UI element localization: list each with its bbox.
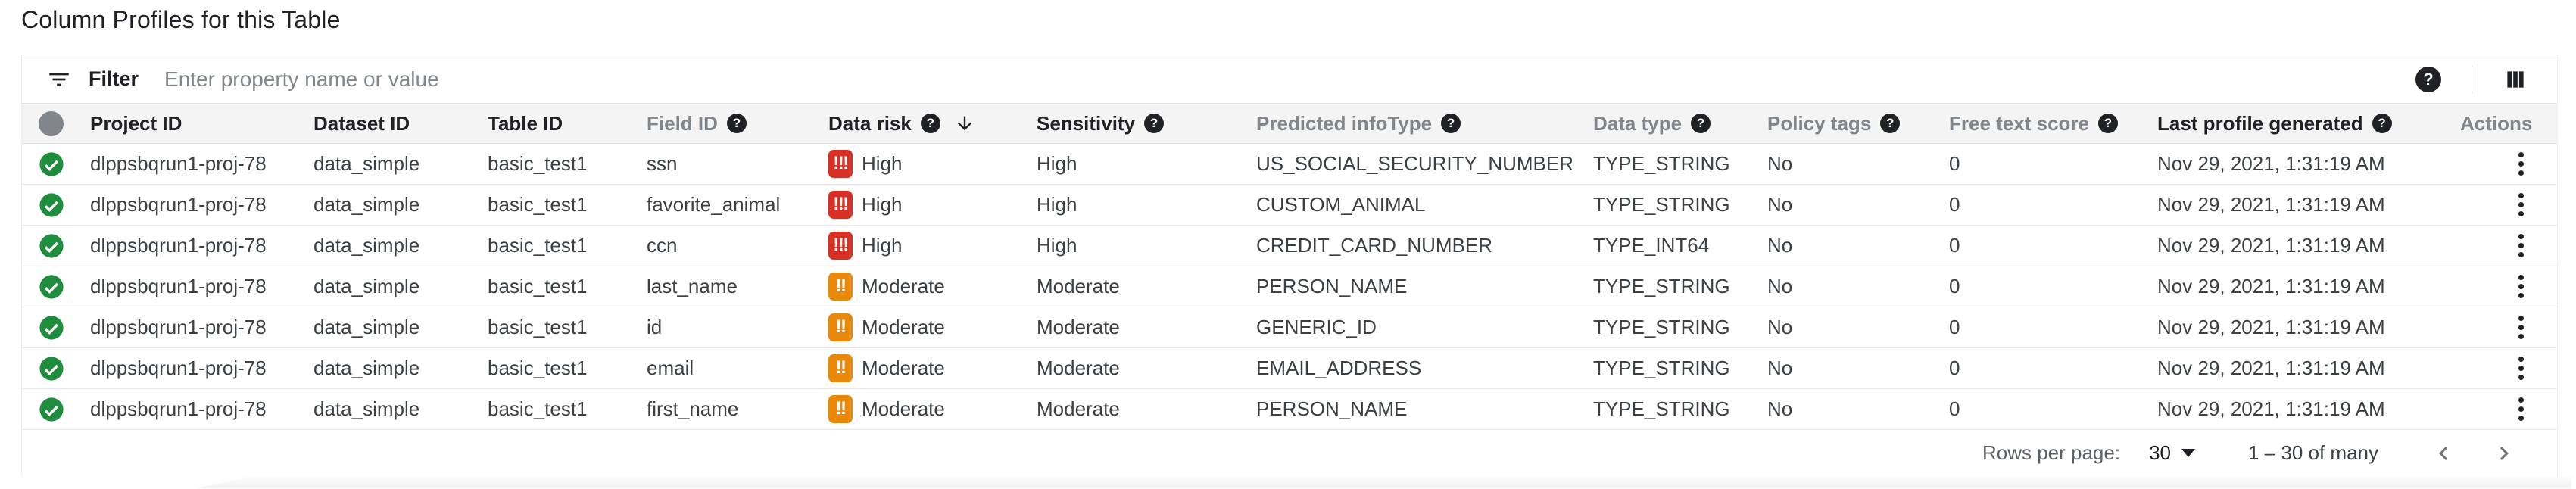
cell-actions	[2460, 354, 2557, 383]
check-circle-icon	[39, 151, 64, 177]
cell-free-text-score: 0	[1949, 275, 1960, 297]
cell-data-risk	[828, 395, 1037, 423]
cell-actions	[2460, 313, 2557, 342]
row-actions-menu-button[interactable]	[2515, 190, 2527, 220]
cell-policy-tags: No	[1767, 234, 1793, 257]
cell-field-id: ccn	[647, 234, 678, 257]
cell-project-id: dlppsbqrun1-proj-78	[90, 397, 267, 420]
cell-last-profile-generated: Nov 29, 2021, 1:31:19 AM	[2157, 193, 2385, 216]
column-header-label: Last profile generated	[2157, 111, 2363, 135]
cell-predicted-infotype: US_SOCIAL_SECURITY_NUMBER	[1256, 152, 1573, 175]
cell-actions	[2460, 231, 2557, 260]
cell-project-id: dlppsbqrun1-proj-78	[90, 316, 267, 338]
cell-field-id: favorite_animal	[647, 193, 781, 216]
column-header-label: Field ID	[647, 111, 718, 135]
risk-moderate-icon: !!	[828, 395, 853, 423]
risk-high-icon: !!!	[828, 191, 853, 219]
cell-sensitivity: Moderate	[1037, 316, 1120, 338]
cell-profile-status	[22, 397, 90, 422]
row-actions-menu-button[interactable]	[2515, 272, 2527, 301]
cell-table-id: basic_test1	[488, 397, 588, 420]
cell-predicted-infotype: PERSON_NAME	[1256, 275, 1408, 297]
rows-per-page-label: Rows per page:	[1982, 441, 2121, 464]
check-circle-icon	[39, 233, 64, 259]
column-header-label: Dataset ID	[313, 111, 410, 135]
chevron-right-icon	[2490, 440, 2518, 467]
risk-label: Moderate	[862, 316, 945, 338]
column-header-actions	[2460, 112, 2559, 135]
rows-per-page-select[interactable]	[2149, 441, 2195, 465]
cell-actions	[2460, 394, 2557, 424]
cell-predicted-infotype: PERSON_NAME	[1256, 397, 1408, 420]
cell-table-id: basic_test1	[488, 152, 588, 175]
cell-data-type: TYPE_STRING	[1593, 152, 1730, 175]
risk-label: Moderate	[862, 275, 945, 297]
row-actions-menu-button[interactable]	[2515, 313, 2527, 342]
cell-last-profile-generated: Nov 29, 2021, 1:31:19 AM	[2157, 234, 2385, 257]
cell-field-id: ssn	[647, 152, 678, 175]
pagination-bar	[22, 430, 2557, 476]
cell-sensitivity: High	[1037, 234, 1077, 257]
header-status-cell	[22, 111, 90, 136]
cell-last-profile-generated: Nov 29, 2021, 1:31:19 AM	[2157, 275, 2385, 297]
column-header-field-id	[647, 112, 828, 135]
risk-label: Moderate	[862, 397, 945, 420]
column-header-table-id[interactable]	[488, 112, 647, 135]
cell-field-id: first_name	[647, 397, 739, 420]
table-row[interactable]	[22, 389, 2557, 430]
cell-profile-status	[22, 274, 90, 300]
next-page-button[interactable]	[2487, 437, 2521, 470]
cell-actions	[2460, 190, 2557, 220]
cell-dataset-id: data_simple	[313, 357, 420, 379]
cell-profile-status	[22, 315, 90, 341]
column-header-label: Project ID	[90, 111, 182, 135]
cell-data-risk	[828, 313, 1037, 341]
help-icon[interactable]: ?	[1880, 114, 1900, 133]
column-header-project-id[interactable]	[90, 112, 313, 135]
cell-data-type: TYPE_STRING	[1593, 193, 1730, 216]
column-header-predicted-infotype	[1256, 112, 1593, 135]
column-header-policy-tags	[1767, 112, 1949, 135]
cell-free-text-score: 0	[1949, 316, 1960, 338]
cell-predicted-infotype: CREDIT_CARD_NUMBER	[1256, 234, 1493, 257]
check-circle-icon	[39, 315, 64, 341]
help-icon[interactable]: ?	[1691, 114, 1711, 133]
row-actions-menu-button[interactable]	[2515, 231, 2527, 260]
cell-actions	[2460, 272, 2557, 301]
cell-table-id: basic_test1	[488, 275, 588, 297]
row-actions-menu-button[interactable]	[2515, 354, 2527, 383]
row-actions-menu-button[interactable]	[2515, 394, 2527, 424]
cell-data-risk	[828, 354, 1037, 382]
cell-dataset-id: data_simple	[313, 193, 420, 216]
cell-sensitivity: Moderate	[1037, 397, 1120, 420]
filter-label: Filter	[89, 67, 139, 90]
cell-dataset-id: data_simple	[313, 316, 420, 338]
risk-moderate-icon: !!	[828, 313, 853, 341]
help-icon[interactable]: ?	[2098, 114, 2118, 133]
help-icon[interactable]: ?	[2415, 67, 2441, 92]
cell-data-risk	[828, 232, 1037, 260]
previous-page-button[interactable]	[2427, 437, 2460, 470]
cell-profile-status	[22, 233, 90, 259]
table-row[interactable]	[22, 185, 2557, 226]
risk-label: High	[862, 152, 903, 175]
check-circle-icon	[39, 397, 64, 422]
check-circle-icon	[39, 274, 64, 300]
cell-project-id: dlppsbqrun1-proj-78	[90, 152, 267, 175]
table-row[interactable]	[22, 348, 2557, 389]
sort-descending-icon[interactable]	[954, 113, 975, 134]
cell-last-profile-generated: Nov 29, 2021, 1:31:19 AM	[2157, 357, 2385, 379]
cell-data-type: TYPE_INT64	[1593, 234, 1710, 257]
cell-table-id: basic_test1	[488, 234, 588, 257]
rows-per-page-value: 30	[2149, 441, 2171, 464]
cell-profile-status	[22, 151, 90, 177]
cell-project-id: dlppsbqrun1-proj-78	[90, 234, 267, 257]
chevron-left-icon	[2430, 440, 2457, 467]
risk-high-icon: !!!	[828, 150, 853, 178]
table-row[interactable]	[22, 266, 2557, 307]
risk-moderate-icon: !!	[828, 354, 853, 382]
cell-actions	[2460, 149, 2557, 179]
cell-policy-tags: No	[1767, 357, 1793, 379]
column-header-label: Free text score	[1949, 111, 2089, 135]
cell-predicted-infotype: GENERIC_ID	[1256, 316, 1377, 338]
cell-predicted-infotype: CUSTOM_ANIMAL	[1256, 193, 1426, 216]
column-header-sensitivity[interactable]	[1037, 112, 1256, 135]
column-header-label: Sensitivity	[1037, 111, 1136, 135]
cell-profile-status	[22, 356, 90, 382]
row-actions-menu-button[interactable]	[2515, 149, 2527, 179]
cell-free-text-score: 0	[1949, 357, 1960, 379]
column-header-dataset-id[interactable]	[313, 112, 488, 135]
cell-sensitivity: Moderate	[1037, 275, 1120, 297]
risk-label: Moderate	[862, 357, 945, 379]
risk-high-icon: !!!	[828, 232, 853, 260]
cell-policy-tags: No	[1767, 193, 1793, 216]
filter-input[interactable]	[164, 67, 2415, 92]
table-row[interactable]	[22, 307, 2557, 348]
help-icon[interactable]: ?	[1441, 114, 1461, 133]
column-header-last-profile-generated[interactable]	[2157, 112, 2460, 135]
column-profiles-card	[21, 55, 2558, 477]
cell-predicted-infotype: EMAIL_ADDRESS	[1256, 357, 1422, 379]
dropdown-caret-icon	[2181, 449, 2195, 457]
column-header-label: Policy tags	[1767, 111, 1872, 135]
table-row[interactable]	[22, 226, 2557, 266]
cell-dataset-id: data_simple	[313, 234, 420, 257]
column-display-options-icon[interactable]	[2503, 67, 2528, 92]
cell-free-text-score: 0	[1949, 152, 1960, 175]
column-header-label: Actions	[2460, 111, 2533, 135]
cell-project-id: dlppsbqrun1-proj-78	[90, 193, 267, 216]
select-all-circle-icon	[39, 111, 64, 136]
cell-free-text-score: 0	[1949, 234, 1960, 257]
cell-table-id: basic_test1	[488, 357, 588, 379]
cell-data-risk	[828, 191, 1037, 219]
filter-toolbar	[22, 55, 2557, 103]
help-icon[interactable]: ?	[1144, 114, 1164, 133]
check-circle-icon	[39, 192, 64, 218]
cell-project-id: dlppsbqrun1-proj-78	[90, 357, 267, 379]
cell-policy-tags: No	[1767, 316, 1793, 338]
column-header-label: Data risk	[828, 111, 912, 135]
cell-data-type: TYPE_STRING	[1593, 397, 1730, 420]
column-header-label: Predicted infoType	[1256, 111, 1433, 135]
risk-label: High	[862, 234, 903, 257]
help-icon[interactable]: ?	[921, 114, 940, 133]
cell-sensitivity: Moderate	[1037, 357, 1120, 379]
cell-data-type: TYPE_STRING	[1593, 357, 1730, 379]
cell-free-text-score: 0	[1949, 193, 1960, 216]
cell-profile-status	[22, 192, 90, 218]
cell-last-profile-generated: Nov 29, 2021, 1:31:19 AM	[2157, 316, 2385, 338]
cell-policy-tags: No	[1767, 397, 1793, 420]
cell-policy-tags: No	[1767, 275, 1793, 297]
page-range-label: 1 – 30 of many	[2248, 441, 2378, 464]
risk-moderate-icon: !!	[828, 273, 853, 301]
cell-field-id: last_name	[647, 275, 738, 297]
cell-field-id: email	[647, 357, 694, 379]
cell-project-id: dlppsbqrun1-proj-78	[90, 275, 267, 297]
help-icon[interactable]: ?	[727, 114, 747, 133]
check-circle-icon	[39, 356, 64, 382]
filter-icon	[46, 67, 72, 92]
cell-dataset-id: data_simple	[313, 275, 420, 297]
column-header-free-text-score	[1949, 112, 2157, 135]
help-icon[interactable]: ?	[2372, 114, 2392, 133]
column-header-data-risk[interactable]	[828, 112, 1037, 135]
cell-free-text-score: 0	[1949, 397, 1960, 420]
table-body	[22, 144, 2557, 430]
card-bottom-shadow	[197, 477, 2571, 488]
cell-data-type: TYPE_STRING	[1593, 275, 1730, 297]
cell-dataset-id: data_simple	[313, 152, 420, 175]
cell-field-id: id	[647, 316, 663, 338]
column-header-label: Table ID	[488, 111, 563, 135]
cell-last-profile-generated: Nov 29, 2021, 1:31:19 AM	[2157, 397, 2385, 420]
cell-data-risk	[828, 273, 1037, 301]
cell-sensitivity: High	[1037, 193, 1077, 216]
column-header-label: Data type	[1593, 111, 1683, 135]
risk-label: High	[862, 193, 903, 216]
cell-table-id: basic_test1	[488, 193, 588, 216]
cell-table-id: basic_test1	[488, 316, 588, 338]
cell-data-risk	[828, 150, 1037, 178]
cell-dataset-id: data_simple	[313, 397, 420, 420]
cell-policy-tags: No	[1767, 152, 1793, 175]
cell-sensitivity: High	[1037, 152, 1077, 175]
column-header-data-type	[1593, 112, 1767, 135]
cell-data-type: TYPE_STRING	[1593, 316, 1730, 338]
table-header-row	[22, 103, 2557, 144]
table-row[interactable]	[22, 144, 2557, 185]
page-title: Column Profiles for this Table	[21, 6, 341, 33]
cell-last-profile-generated: Nov 29, 2021, 1:31:19 AM	[2157, 152, 2385, 175]
